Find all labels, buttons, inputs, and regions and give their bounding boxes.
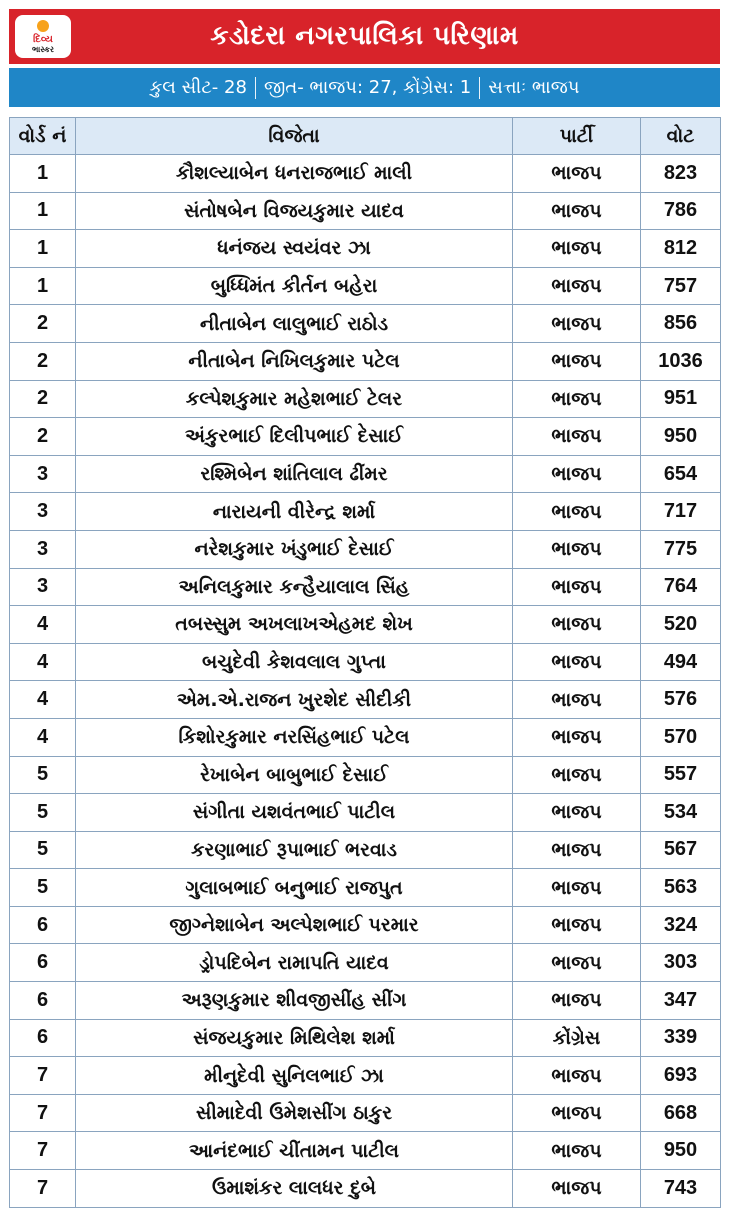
table-row <box>10 718 721 756</box>
table-row <box>10 643 721 681</box>
winner-cell: મીનુદેવી સુનિલભાઈ ઝા <box>76 1057 513 1095</box>
ward-cell: 1 <box>10 192 76 230</box>
winner-cell: એમ.એ.રાજન ખુરશેદ સીદીકી <box>76 681 513 719</box>
winner-cell: નારાયની વીરેન્દ્ર શર્મા <box>76 493 513 531</box>
party-cell: ભાજપ <box>513 305 641 343</box>
ward-cell: 3 <box>10 530 76 568</box>
page-title: કડોદરા નગરપાલિકા પરિણામ <box>210 21 519 51</box>
logo-sub: ભાસ્કર <box>31 44 55 54</box>
votes-cell: 347 <box>641 982 721 1020</box>
table-row <box>10 869 721 907</box>
party-cell: ભાજપ <box>513 230 641 268</box>
table-row <box>10 681 721 719</box>
winner-cell: કલ્પેશકુમાર મહેશભાઈ ટેલર <box>76 380 513 418</box>
votes-cell: 951 <box>641 380 721 418</box>
votes-cell: 339 <box>641 1019 721 1057</box>
votes-cell: 950 <box>641 418 721 456</box>
votes-cell: 764 <box>641 568 721 606</box>
party-cell: ભાજપ <box>513 530 641 568</box>
table-row <box>10 1019 721 1057</box>
votes-cell: 654 <box>641 455 721 493</box>
ward-cell: 5 <box>10 869 76 907</box>
header-ward: વોર્ડ નં <box>10 118 76 155</box>
winner-cell: આનંદભાઈ ચીંતામન પાટીલ <box>76 1132 513 1170</box>
party-cell: ભાજપ <box>513 380 641 418</box>
winner-cell: રશ્મિબેન શાંતિલાલ ઢીંમર <box>76 455 513 493</box>
winner-cell: અંકુરભાઈ દિલીપભાઈ દેસાઈ <box>76 418 513 456</box>
winner-cell: જીગ્નેશાબેન અલ્પેશભાઈ પરમાર <box>76 906 513 944</box>
winner-cell: રેખાબેન બાબુભાઈ દેસાઈ <box>76 756 513 794</box>
votes-cell: 950 <box>641 1132 721 1170</box>
votes-cell: 668 <box>641 1094 721 1132</box>
ward-cell: 2 <box>10 418 76 456</box>
party-cell: ભાજપ <box>513 455 641 493</box>
table-row <box>10 756 721 794</box>
winner-cell: અનિલકુમાર કન્હૈયાલાલ સિંહ <box>76 568 513 606</box>
party-cell: ભાજપ <box>513 192 641 230</box>
winner-cell: ગુલાબભાઈ બનુભાઈ રાજપુત <box>76 869 513 907</box>
winner-cell: અરૂણકુમાર શીવજીસીંહ સીંગ <box>76 982 513 1020</box>
header-votes: વોટ <box>641 118 721 155</box>
votes-cell: 717 <box>641 493 721 531</box>
sun-icon <box>37 20 49 32</box>
party-cell: ભાજપ <box>513 944 641 982</box>
table-row <box>10 380 721 418</box>
table-row <box>10 1170 721 1208</box>
table-row <box>10 305 721 343</box>
winner-cell: સંજયકુમાર મિથિલેશ શર્મા <box>76 1019 513 1057</box>
table-header-row <box>10 118 721 155</box>
table-row <box>10 1094 721 1132</box>
votes-cell: 520 <box>641 606 721 644</box>
table-row <box>10 831 721 869</box>
party-cell: ભાજપ <box>513 342 641 380</box>
winner-cell: ઉમાશંકર લાલધર દુબે <box>76 1170 513 1208</box>
party-cell: ભાજપ <box>513 643 641 681</box>
ward-cell: 6 <box>10 906 76 944</box>
winner-cell: સીમાદેવી ઉમેશસીંગ ઠાકુર <box>76 1094 513 1132</box>
ward-cell: 5 <box>10 756 76 794</box>
ward-cell: 6 <box>10 944 76 982</box>
table-row <box>10 192 721 230</box>
ward-cell: 2 <box>10 342 76 380</box>
winner-cell: બચુદેવી કેશવલાલ ગુપ્તા <box>76 643 513 681</box>
winner-cell: તબસ્સુમ અખલાખએહમદ શેખ <box>76 606 513 644</box>
votes-cell: 567 <box>641 831 721 869</box>
table-row <box>10 455 721 493</box>
table-row <box>10 568 721 606</box>
ward-cell: 5 <box>10 794 76 832</box>
table-row <box>10 1057 721 1095</box>
winner-cell: નરેશકુમાર ખંડુભાઈ દેસાઈ <box>76 530 513 568</box>
table-row <box>10 606 721 644</box>
won-seats: જીત- ભાજપ: 27, કોંગ્રેસ: 1 <box>263 77 472 98</box>
party-cell: ભાજપ <box>513 1057 641 1095</box>
votes-cell: 1036 <box>641 342 721 380</box>
winner-cell: કૌશલ્યાબેન ધનરાજભાઈ માલી <box>76 155 513 193</box>
table-row <box>10 982 721 1020</box>
party-cell: ભાજપ <box>513 155 641 193</box>
ward-cell: 4 <box>10 681 76 719</box>
winner-cell: સંતોષબેન વિજયકુમાર યાદવ <box>76 192 513 230</box>
winner-cell: નીતાબેન લાલુભાઈ રાઠોડ <box>76 305 513 343</box>
ward-cell: 2 <box>10 305 76 343</box>
table-row <box>10 342 721 380</box>
winner-cell: ડ્રોપદિબેન રામાપતિ યાદવ <box>76 944 513 982</box>
party-cell: ભાજપ <box>513 606 641 644</box>
party-cell: ભાજપ <box>513 756 641 794</box>
votes-cell: 557 <box>641 756 721 794</box>
ward-cell: 7 <box>10 1094 76 1132</box>
ward-cell: 1 <box>10 155 76 193</box>
ward-cell: 7 <box>10 1132 76 1170</box>
table-row <box>10 418 721 456</box>
votes-cell: 693 <box>641 1057 721 1095</box>
ward-cell: 7 <box>10 1057 76 1095</box>
winner-cell: કિશોરકુમાર નરસિંહભાઈ પટેલ <box>76 718 513 756</box>
party-cell: ભાજપ <box>513 982 641 1020</box>
ward-cell: 6 <box>10 1019 76 1057</box>
party-cell: ભાજપ <box>513 493 641 531</box>
votes-cell: 786 <box>641 192 721 230</box>
ward-cell: 5 <box>10 831 76 869</box>
party-cell: ભાજપ <box>513 681 641 719</box>
header-banner <box>9 9 720 64</box>
votes-cell: 534 <box>641 794 721 832</box>
ward-cell: 4 <box>10 718 76 756</box>
header-winner: વિજેતા <box>76 118 513 155</box>
separator <box>255 77 256 99</box>
party-cell: ભાજપ <box>513 1170 641 1208</box>
table-row <box>10 944 721 982</box>
ward-cell: 3 <box>10 493 76 531</box>
votes-cell: 494 <box>641 643 721 681</box>
votes-cell: 812 <box>641 230 721 268</box>
votes-cell: 743 <box>641 1170 721 1208</box>
votes-cell: 823 <box>641 155 721 193</box>
ward-cell: 2 <box>10 380 76 418</box>
winner-cell: સંગીતા યશવંતભાઈ પાટીલ <box>76 794 513 832</box>
ward-cell: 4 <box>10 606 76 644</box>
power-party: સત્તાઃ ભાજપ <box>488 77 580 98</box>
table-row <box>10 493 721 531</box>
ward-cell: 1 <box>10 267 76 305</box>
party-cell: ભાજપ <box>513 1094 641 1132</box>
table-row <box>10 1132 721 1170</box>
table-row <box>10 906 721 944</box>
table-row <box>10 230 721 268</box>
votes-cell: 757 <box>641 267 721 305</box>
party-cell: ભાજપ <box>513 718 641 756</box>
ward-cell: 3 <box>10 568 76 606</box>
votes-cell: 576 <box>641 681 721 719</box>
separator <box>479 77 480 99</box>
votes-cell: 563 <box>641 869 721 907</box>
table-row <box>10 530 721 568</box>
ward-cell: 4 <box>10 643 76 681</box>
party-cell: ભાજપ <box>513 1132 641 1170</box>
party-cell: ભાજપ <box>513 831 641 869</box>
votes-cell: 775 <box>641 530 721 568</box>
header-party: પાર્ટી <box>513 118 641 155</box>
winner-cell: નીતાબેન નિખિલકુમાર પટેલ <box>76 342 513 380</box>
ward-cell: 6 <box>10 982 76 1020</box>
logo <box>15 15 71 58</box>
total-seats: કુલ સીટ- 28 <box>149 77 247 98</box>
party-cell: ભાજપ <box>513 794 641 832</box>
party-cell: ભાજપ <box>513 568 641 606</box>
logo-text: દિવ્ય <box>33 33 53 45</box>
winner-cell: ધનંજય સ્વયંવર ઝા <box>76 230 513 268</box>
table-row <box>10 794 721 832</box>
ward-cell: 7 <box>10 1170 76 1208</box>
results-table <box>9 117 721 1208</box>
votes-cell: 324 <box>641 906 721 944</box>
table-row <box>10 155 721 193</box>
summary-bar <box>9 68 720 107</box>
ward-cell: 1 <box>10 230 76 268</box>
party-cell: ભાજપ <box>513 869 641 907</box>
ward-cell: 3 <box>10 455 76 493</box>
table-row <box>10 267 721 305</box>
party-cell: ભાજપ <box>513 418 641 456</box>
votes-cell: 303 <box>641 944 721 982</box>
party-cell: કોંગ્રેસ <box>513 1019 641 1057</box>
winner-cell: કરણાભાઈ રૂપાભાઈ ભરવાડ <box>76 831 513 869</box>
votes-cell: 856 <box>641 305 721 343</box>
party-cell: ભાજપ <box>513 906 641 944</box>
party-cell: ભાજપ <box>513 267 641 305</box>
votes-cell: 570 <box>641 718 721 756</box>
winner-cell: બુધ્ધિમંત કીર્તન બહેરા <box>76 267 513 305</box>
